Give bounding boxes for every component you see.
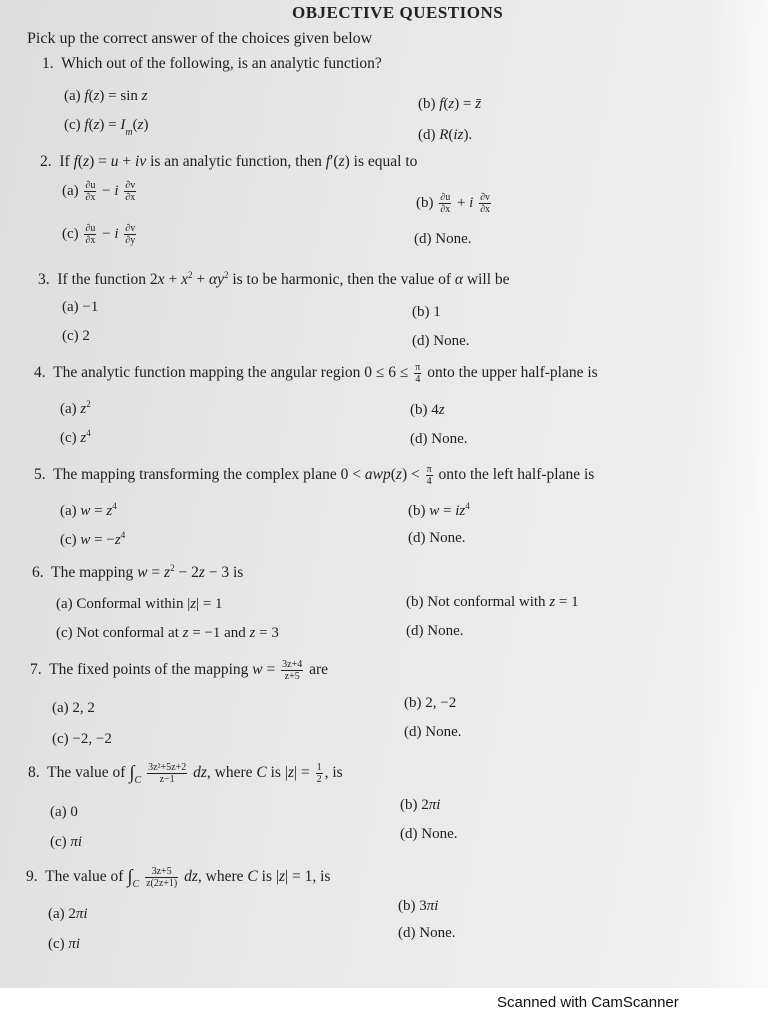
q8-option-a: (a) 0 [50, 804, 78, 820]
q3-option-d: (d) None. [412, 333, 470, 349]
question-7: 7. The fixed points of the mapping w = $\frac{3z+4}{z+5}$ are [30, 659, 328, 682]
q8-option-b: (b) 2πi [400, 797, 441, 813]
q1-option-d: (d) R(iz). [418, 127, 473, 143]
question-8: 8. The value of $\int_C$ $\frac{\text{3z²+5z+2}}{z-1}$ dz, where C is |z| = $\frac{1}{2}$ , is [28, 762, 343, 787]
q6-option-d: (d) None. [406, 623, 464, 639]
q7-option-a: (a) 2, 2 [52, 700, 95, 716]
q2-option-a: (a) $\frac{\partial u}{\partial x}$ − i $\frac{\partial v}{\partial x}$ [62, 180, 136, 203]
q6-option-a: (a) Conformal within |z| = 1 [56, 596, 223, 612]
q9-option-a: (a) 2πi [48, 906, 88, 922]
q7-option-b: (b) 2, −2 [404, 695, 457, 711]
q7-option-d: (d) None. [404, 724, 462, 740]
q9-option-d: (d) None. [398, 925, 456, 941]
q5-option-b: (b) $w = iz^4$ [408, 501, 470, 519]
q5-option-c: (c) $w = -z^4$ [60, 530, 126, 548]
camscanner-watermark: Scanned with CamScanner [497, 994, 679, 1011]
question-2: 2. If f(z) = u + iv is an analytic function, then f′(z) is equal to [40, 153, 418, 170]
q3-option-a: (a) −1 [62, 299, 99, 315]
q8-option-d: (d) None. [400, 826, 458, 842]
q4-option-a: (a) $z^2$ [60, 399, 91, 417]
q2-option-d: (d) None. [414, 231, 472, 247]
q9-option-b: (b) 3πi [398, 898, 439, 914]
q9-option-c: (c) πi [48, 936, 81, 952]
q7-option-c: (c) −2, −2 [52, 731, 112, 747]
q2-option-c: (c) $\frac{\partial u}{\partial x}$ − i $\frac{\partial v}{\partial y}$ [62, 223, 136, 246]
q5-option-a: (a) $w = z^4$ [60, 501, 117, 519]
question-4: 4. The analytic function mapping the angular region 0 ≤ 6 ≤ $\frac{\pi}{4}$ onto the upper half-plane is [34, 362, 598, 385]
q1-option-a: (a) f(z) = sin z [64, 88, 148, 104]
q6-option-c: (c) Not conformal at z = −1 and z = 3 [56, 625, 279, 641]
q4-option-c: (c) $z^4$ [60, 428, 91, 446]
q6-option-b: (b) Not conformal with z = 1 [406, 594, 579, 610]
q5-option-d: (d) None. [408, 530, 466, 546]
question-6: 6. The mapping $w = z^2 - 2z - 3$ is [32, 563, 244, 582]
page-header: OBJECTIVE QUESTIONS [292, 3, 504, 22]
question-3: 3. If the function $2x + x^2 + \alpha y^2$ is to be harmonic, then the value of α will be [38, 270, 510, 289]
question-5: 5. The mapping transforming the complex plane 0 < awp(z) < $\frac{\pi}{4}$ onto the left half-plane is [34, 464, 595, 487]
q3-option-b: (b) 1 [412, 304, 441, 320]
q3-option-c: (c) 2 [62, 328, 90, 344]
q2-option-b: (b) $\frac{\partial u}{\partial x}$ + i $\frac{\partial v}{\partial x}$ [416, 192, 491, 215]
q4-option-b: (b) 4z [410, 402, 445, 418]
q1-option-c: (c) $f(z) = I_m(z)$ [64, 117, 149, 138]
q8-option-c: (c) πi [50, 834, 83, 850]
question-9: 9. The value of $\int_C$ $\frac{3z+5}{z(2z+1)}$ dz, where C is |z| = 1, is [26, 866, 331, 891]
q1-option-b: (b) f(z) = z̄ [418, 96, 482, 112]
instructions: Pick up the correct answer of the choices given below [27, 30, 373, 47]
question-1: 1. Which out of the following, is an analytic function? [42, 55, 382, 72]
q4-option-d: (d) None. [410, 431, 468, 447]
